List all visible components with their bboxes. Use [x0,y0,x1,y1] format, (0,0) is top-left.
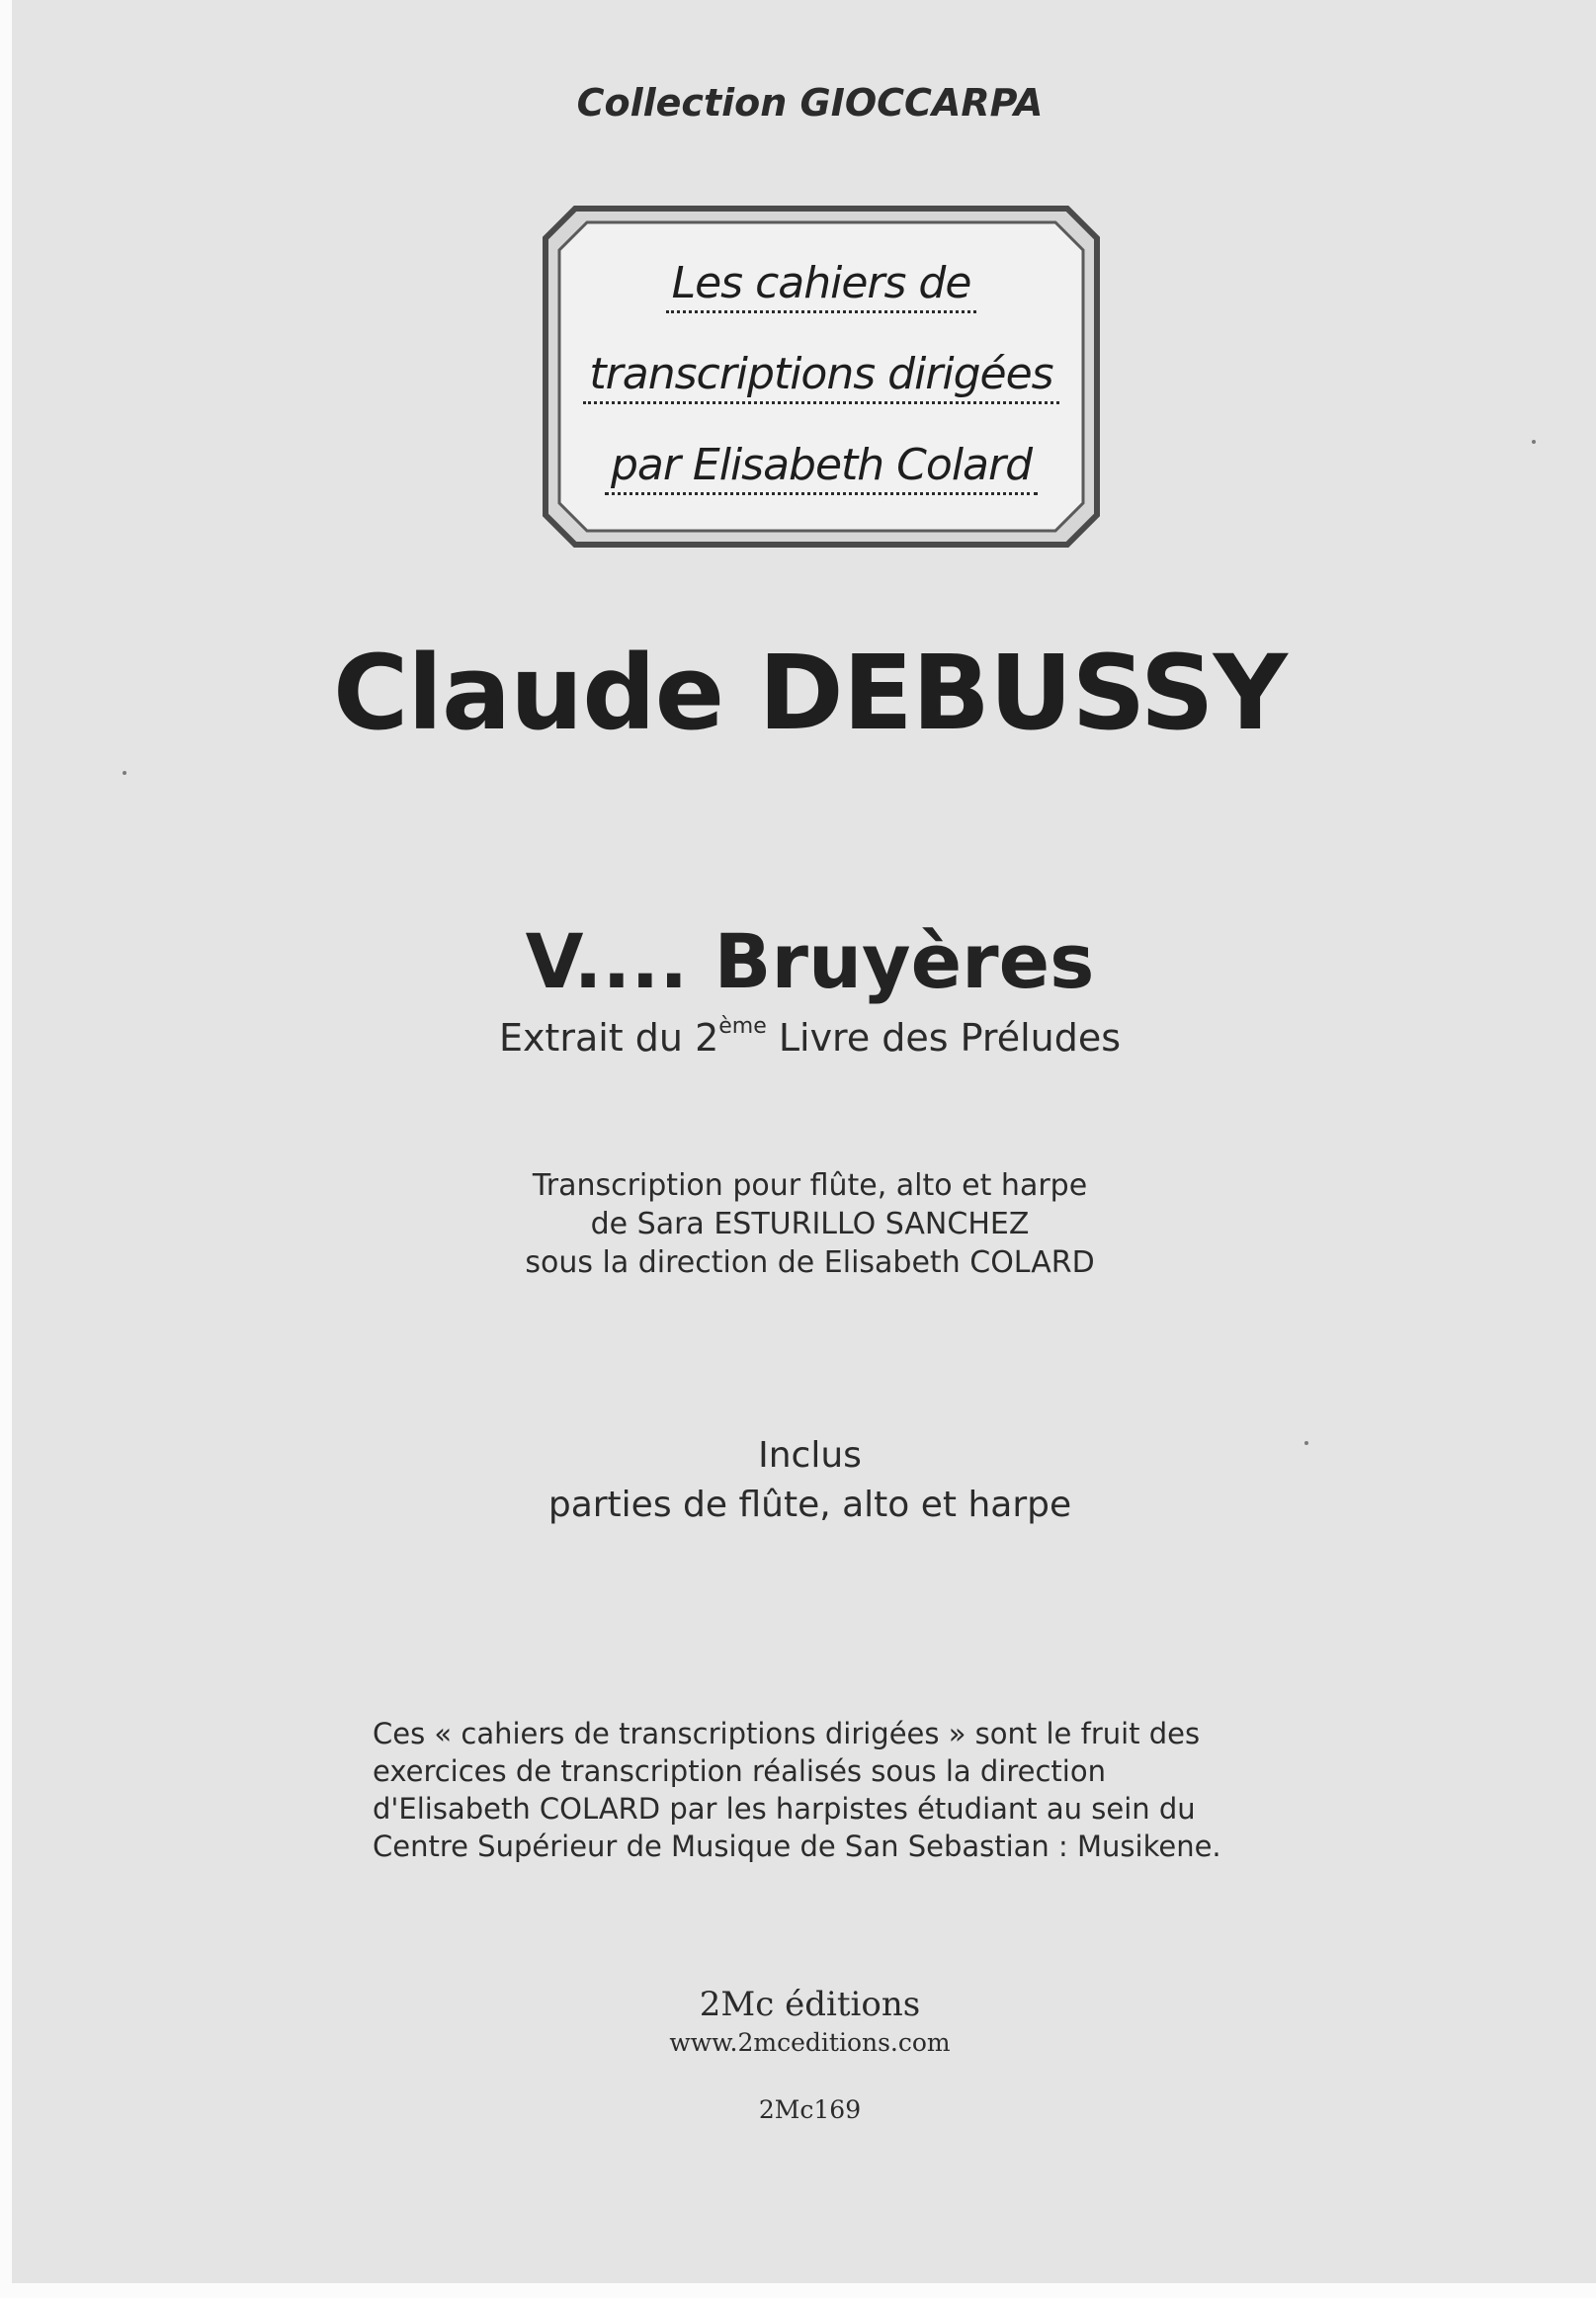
paper-speck [1304,1441,1308,1445]
composer-name: Claude DEBUSSY [333,633,1287,753]
paper-speck [1532,440,1536,444]
series-description: Ces « cahiers de transcriptions dirigées » sont le fruit des exercices de transcription réalisés sous la direction d'Elisabeth COLARD par les harpistes étudiant au sein du Centre Supérieur de Musique de San Sebastian : Musikene. [373,1717,1221,1863]
included-heading: Inclus [758,1435,862,1476]
plaque-line-2: transcriptions dirigées [557,329,1085,420]
series-plaque [538,201,1105,553]
publisher-website: www.2mceditions.com [669,2028,951,2057]
catalog-number: 2Mc169 [758,2095,862,2124]
publisher-name: 2Mc éditions [699,1985,921,2024]
plaque-text [557,238,1085,511]
transcription-line-3: sous la direction de Elisabeth COLARD [525,1245,1095,1280]
included-parts-list: parties de flûte, alto et harpe [547,1485,1072,1525]
collection-name: Collection GIOCCARPA [576,81,1044,125]
transcription-line-2: de Sara ESTURILLO SANCHEZ [590,1207,1030,1241]
piece-title: V.... Bruyères [525,917,1095,1005]
paper-speck [123,771,126,775]
ordinal-superscript: ème [718,1014,767,1039]
transcription-credits [12,1166,1596,1282]
plaque-line-1: Les cahiers de [557,238,1085,329]
score-cover-page [12,0,1596,2283]
included-parts [12,1431,1596,1530]
piece-source: Extrait du 2ème Livre des Préludes [498,1014,1122,1060]
transcription-line-1: Transcription pour flûte, alto et harpe [532,1168,1088,1203]
plaque-line-3: par Elisabeth Colard [557,420,1085,511]
